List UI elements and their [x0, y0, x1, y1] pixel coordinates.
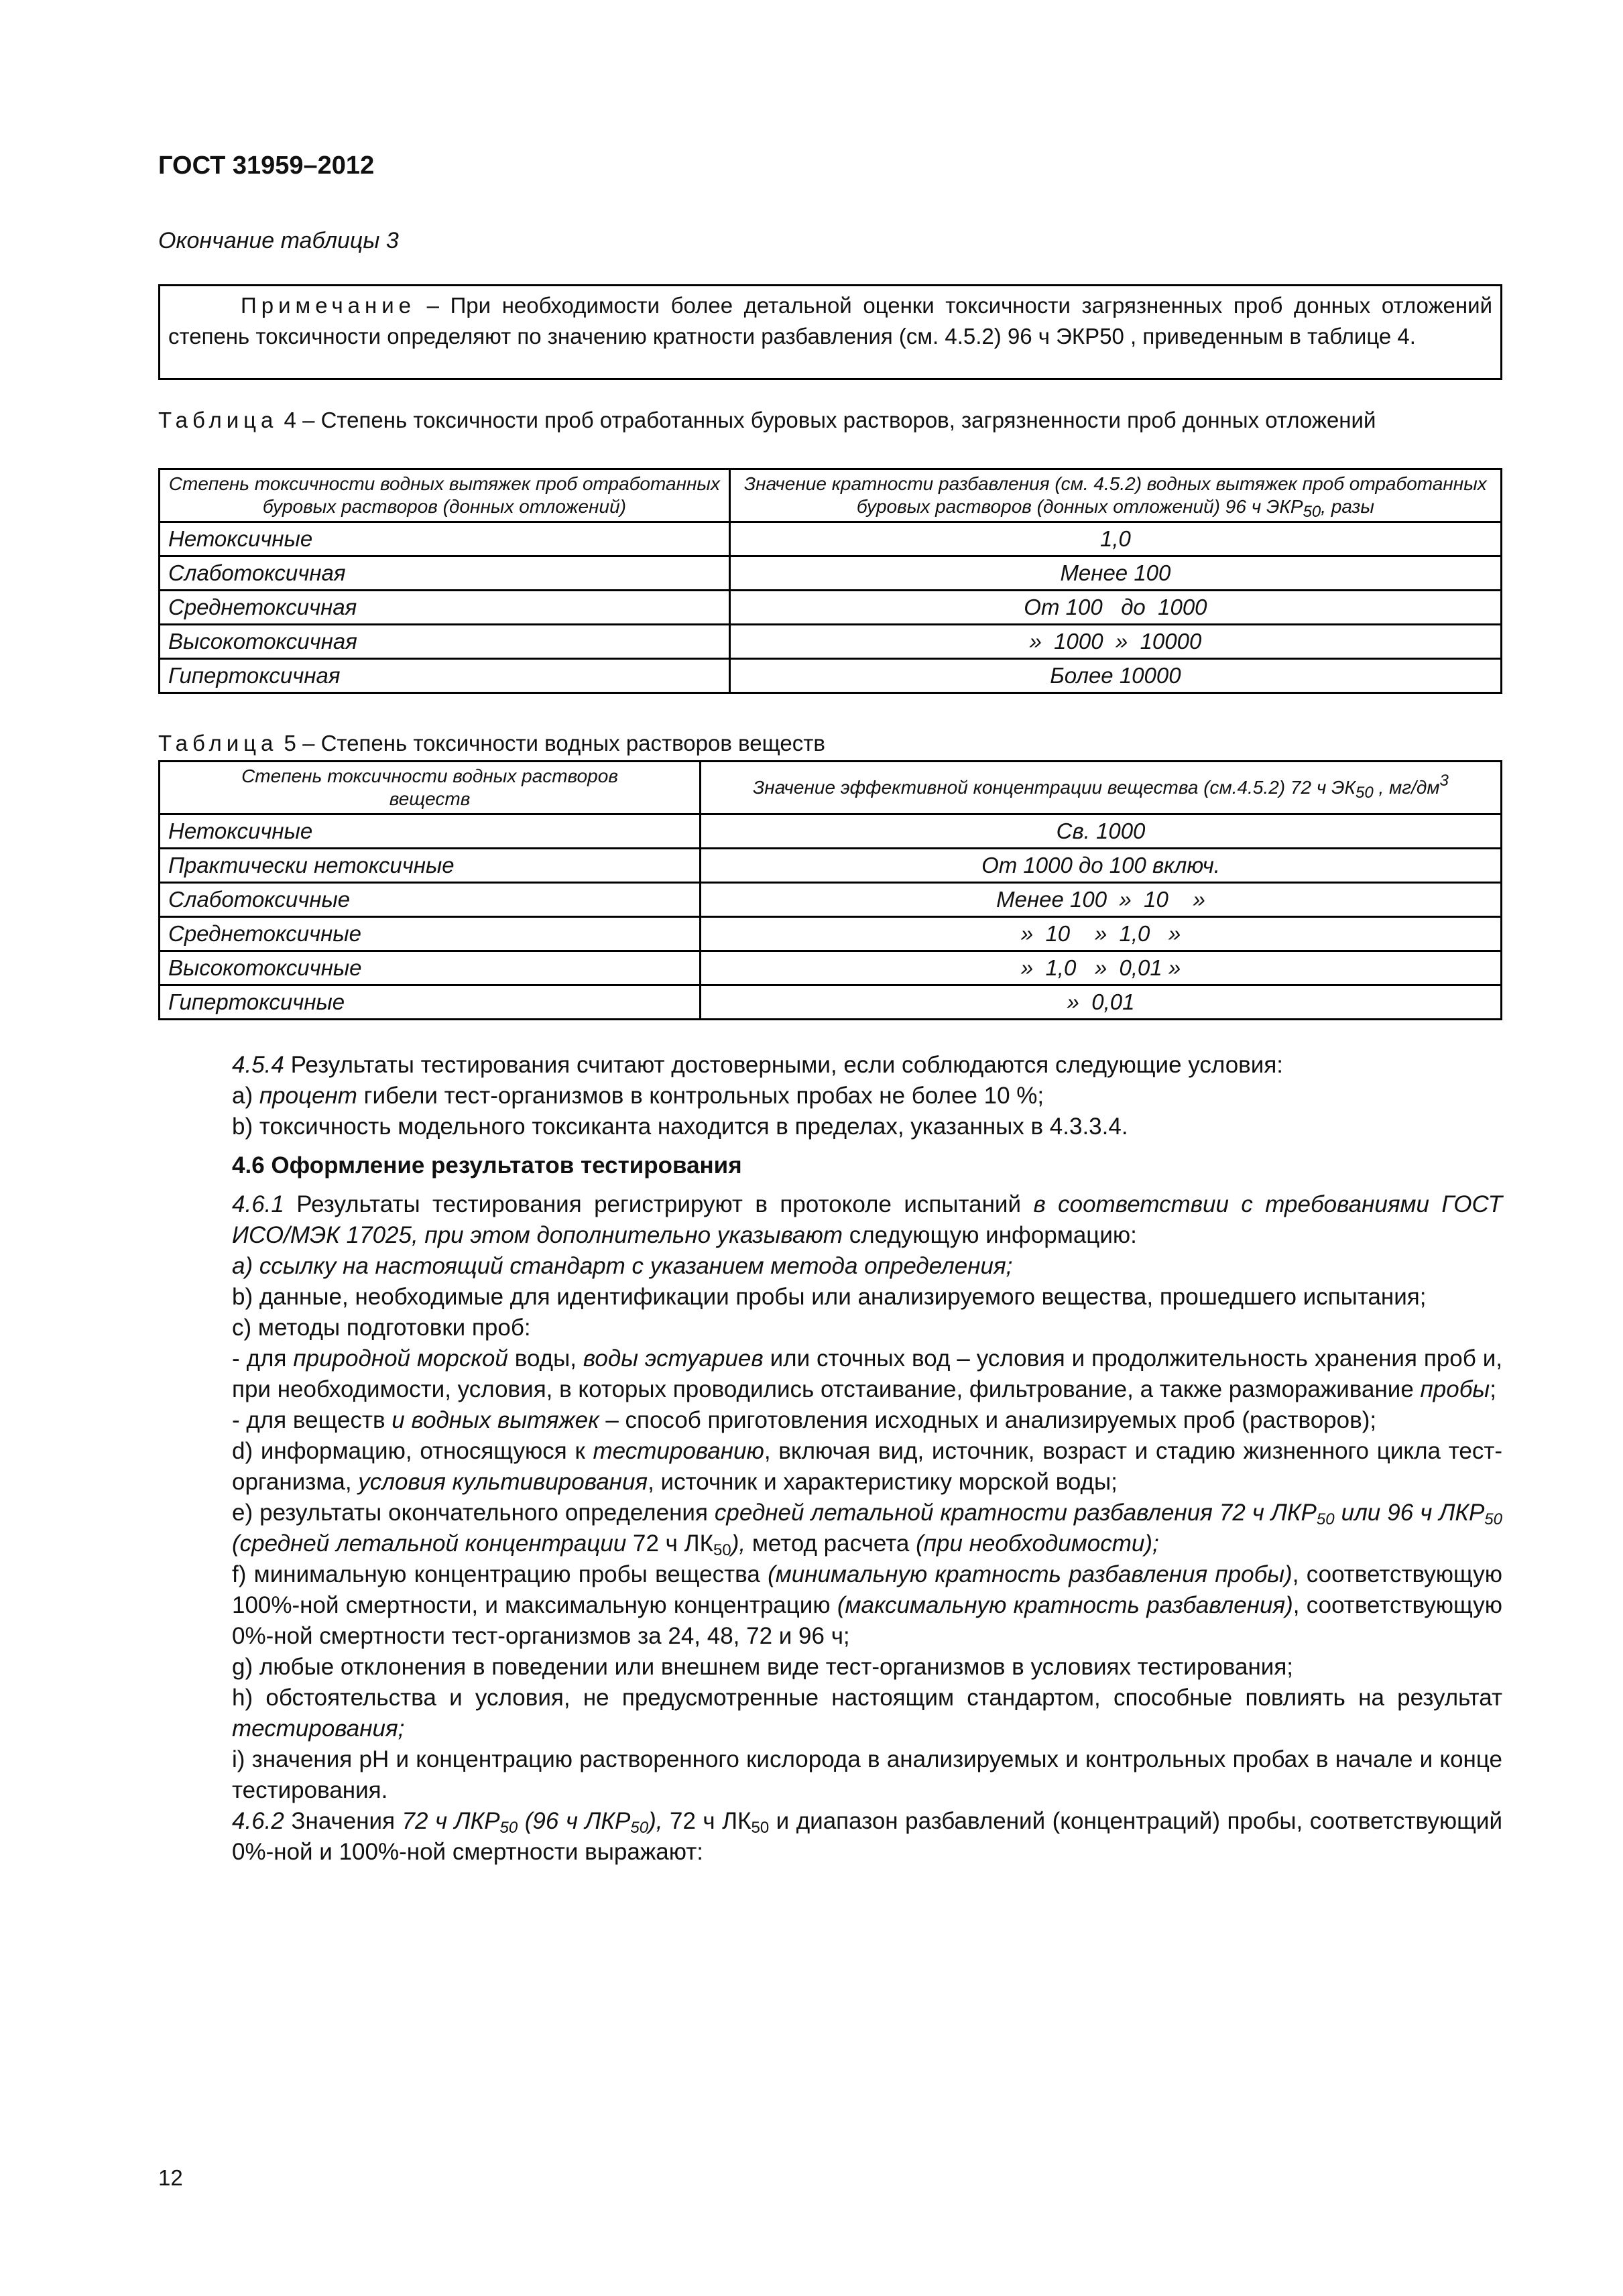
table-row: Гипертоксичные » 0,01 — [160, 985, 1502, 1020]
document-code: ГОСТ 31959–2012 — [158, 152, 375, 180]
table3-note — [158, 284, 1502, 380]
para-4-6-1-g: g) любые отклонения в поведении или внешнем виде тест-организмов в условиях тестирования; — [232, 1654, 1294, 1680]
table-row: Высокотоксичная » 1000 » 10000 — [160, 625, 1502, 659]
para-4-6-1-b: b) данные, необходимые для идентификации пробы или анализируемого вещества, прошедшего испытания; — [232, 1284, 1427, 1310]
table-row: Гипертоксичная Более 10000 — [160, 659, 1502, 693]
table4-header-value: Значение кратности разбавления (см. 4.5.2) водных вытяжек проб отработанных буровых растворов (донных отложений) 96 ч $ЭКР_{50}$, разы — [729, 469, 1501, 522]
section-4-6-title: 4.6 Оформление результатов тестирования — [232, 1152, 742, 1179]
table-row: Слаботоксичная Менее 100 — [160, 556, 1502, 591]
para-4-5-4: 4.5.4 Результаты тестирования считают достоверными, если соблюдаются следующие условия: — [232, 1052, 1283, 1078]
table-row: Слаботоксичные Менее 100 » 10 » — [160, 883, 1502, 917]
table5-title: Таблица 5 – Степень токсичности водных растворов веществ — [158, 731, 825, 756]
para-4-6-1-e: е) результаты окончательного определения средней летальной кратности разбавления 72 ч $ЛКР_{50}$ или 96 ч $ЛКР_{50}$ (средней летальной концентрации 72 ч $ЛК_{50}$), метод расчета (при необходимости); — [232, 1500, 1502, 1559]
table5-header-value: Значение эффективной концентрации вещества (см.4.5.2) 72 ч $ЭК_{50}$ , $мг/дм^3$ — [701, 762, 1502, 814]
table4 — [158, 468, 1502, 694]
table4-title: Таблица 4 – Степень токсичности проб отработанных буровых растворов, загрязненности проб донных отложений — [158, 408, 1376, 432]
table3-continuation-caption: Окончание таблицы 3 — [158, 228, 399, 253]
para-4-6-1-d: d) информацию, относящуюся к тестированию, включая вид, источник, возраст и стадию жизненного цикла тест-организма, условия культивирования, источник и характеристику морской воды; — [232, 1438, 1502, 1495]
para-4-6-1-a: а) ссылку на настоящий стандарт с указанием метода определения; — [232, 1253, 1013, 1279]
page-number: 12 — [158, 2165, 183, 2190]
table-row: Среднетоксичная От 100 до 1000 — [160, 591, 1502, 625]
table-row: Нетоксичные 1,0 — [160, 522, 1502, 556]
para-4-5-4-b: b) токсичность модельного токсиканта находится в пределах, указанных в 4.3.3.4. — [232, 1113, 1128, 1140]
para-4-6-1: 4.6.1 Результаты тестирования регистрируют в протоколе испытаний в соответствии с требованиями ГОСТ ИСО/МЭК 17025, при этом дополнительно указывают следующую информацию: — [232, 1191, 1503, 1248]
table4-header-degree: Степень токсичности водных вытяжек проб отработанных буровых растворов (донных отложений) — [160, 469, 730, 522]
note-label: Примечание — [241, 293, 416, 318]
para-4-6-1-c2: - для веществ и водных вытяжек – способ приготовления исходных и анализируемых проб (растворов); — [232, 1407, 1377, 1433]
table-row: Нетоксичные Св. 1000 — [160, 814, 1502, 849]
para-4-6-1-c1: - для природной морской воды, воды эстуариев или сточных вод – условия и продолжительность хранения проб и, при необходимости, условия, в которых проводились отстаивание, фильтрование, а также размораживание пробы; — [232, 1345, 1502, 1402]
table-row: Высокотоксичные » 1,0 » 0,01 » — [160, 951, 1502, 985]
note-text: – При необходимости более детальной оценки токсичности загрязненных проб донных отложений степень токсичности определяют по значению кратности разбавления (см. 4.5.2) 96 ч ЭКР50 , приведенным в таблице 4. — [168, 293, 1492, 349]
para-4-6-1-i: i) значения рН и концентрацию растворенного кислорода в анализируемых и контрольных пробах в начале и конце тестирования. — [232, 1746, 1502, 1803]
table-row: Среднетоксичные » 10 » 1,0 » — [160, 917, 1502, 951]
para-4-5-4-a: а) процент гибели тест-организмов в контрольных пробах не более 10 %; — [232, 1083, 1044, 1109]
table5-header-row — [160, 762, 1502, 814]
table-row: Практически нетоксичные От 1000 до 100 включ. — [160, 849, 1502, 883]
table5-header-degree: Степень токсичности водных растворов веществ — [160, 762, 701, 814]
table4-header-row — [160, 469, 1502, 522]
para-4-6-2: 4.6.2 Значения 72 ч $ЛКР_{50}$ (96 ч $ЛКР_{50}$), 72 ч $ЛК_{50}$ и диапазон разбавлений (концентраций) пробы, соответствующий 0%-ной и 100%-ной смертности выражают: — [232, 1808, 1502, 1865]
para-4-6-1-f: f) минимальную концентрацию пробы вещества (минимальную кратность разбавления пробы), соответствующую 100%-ной смертности, и максимальную концентрацию (максимальную кратность разбавления), соответствующую 0%-ной смертности тест-организмов за 24, 48, 72 и 96 ч; — [232, 1561, 1502, 1649]
body-text — [158, 1050, 1502, 1868]
para-4-6-1-h: h) обстоятельства и условия, не предусмотренные настоящим стандартом, способные повлиять на результат тестирования; — [232, 1685, 1502, 1742]
para-4-6-1-c: с) методы подготовки проб: — [232, 1315, 531, 1341]
table5 — [158, 760, 1502, 1020]
